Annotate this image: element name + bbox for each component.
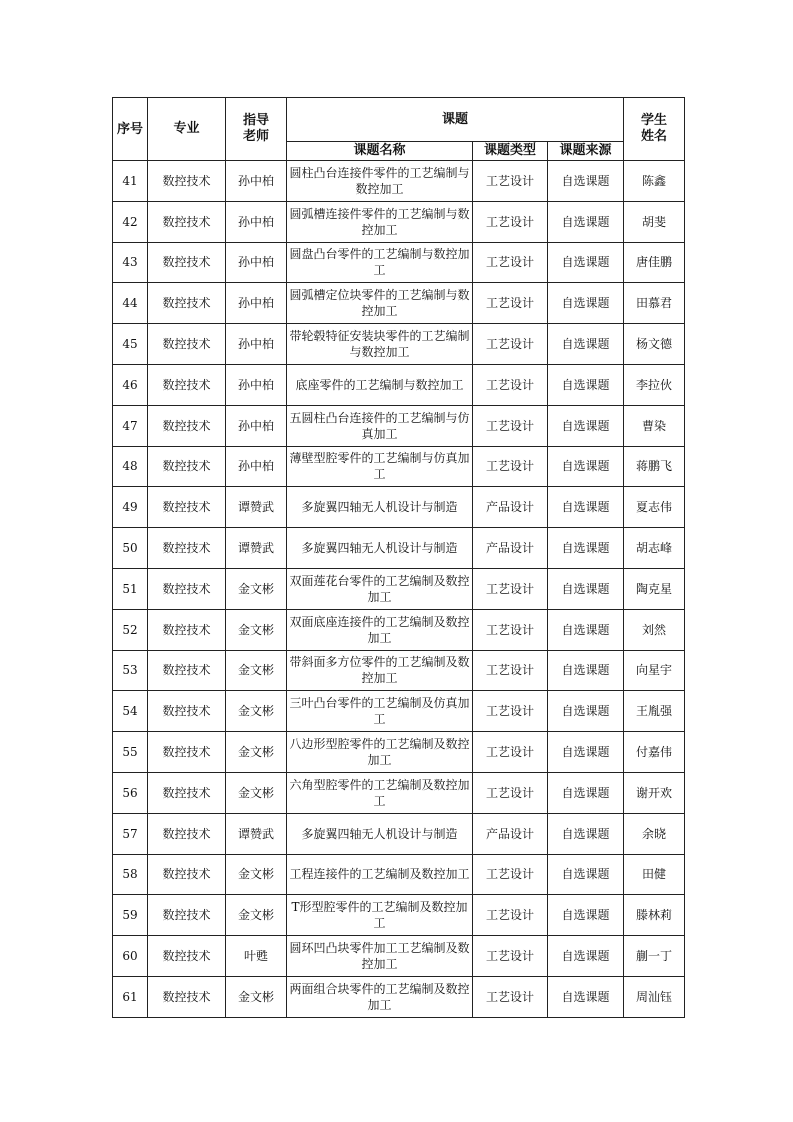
row-title: 八边形型腔零件的工艺编制及数控加工 bbox=[287, 732, 473, 773]
row-major: 数控技术 bbox=[148, 324, 226, 365]
header-topic-source: 课题来源 bbox=[548, 142, 624, 161]
row-source: 自选课题 bbox=[548, 324, 624, 365]
row-student: 蒋鹏飞 bbox=[624, 446, 685, 487]
row-student: 向星宇 bbox=[624, 650, 685, 691]
header-topic-type: 课题类型 bbox=[473, 142, 548, 161]
row-title: 薄壁型腔零件的工艺编制与仿真加工 bbox=[287, 446, 473, 487]
row-student: 夏志伟 bbox=[624, 487, 685, 528]
row-title: 双面底座连接件的工艺编制及数控加工 bbox=[287, 609, 473, 650]
row-title: 三叶凸台零件的工艺编制及仿真加工 bbox=[287, 691, 473, 732]
row-source: 自选课题 bbox=[548, 405, 624, 446]
row-major: 数控技术 bbox=[148, 976, 226, 1017]
row-title: 带轮毂特征安装块零件的工艺编制与数控加工 bbox=[287, 324, 473, 365]
header-topic: 课题 bbox=[287, 98, 624, 142]
row-student: 周汕钰 bbox=[624, 976, 685, 1017]
row-type: 产品设计 bbox=[473, 487, 548, 528]
row-major: 数控技术 bbox=[148, 609, 226, 650]
row-type: 工艺设计 bbox=[473, 242, 548, 283]
row-type: 工艺设计 bbox=[473, 772, 548, 813]
row-number: 49 bbox=[113, 487, 148, 528]
row-title: 圆盘凸台零件的工艺编制与数控加工 bbox=[287, 242, 473, 283]
row-type: 工艺设计 bbox=[473, 568, 548, 609]
row-title: 双面莲花台零件的工艺编制及数控加工 bbox=[287, 568, 473, 609]
row-source: 自选课题 bbox=[548, 487, 624, 528]
row-major: 数控技术 bbox=[148, 446, 226, 487]
row-source: 自选课题 bbox=[548, 201, 624, 242]
row-student: 田慕君 bbox=[624, 283, 685, 324]
row-source: 自选课题 bbox=[548, 242, 624, 283]
row-advisor: 谭赞武 bbox=[226, 528, 287, 569]
row-title: 圆环凹凸块零件加工工艺编制及数控加工 bbox=[287, 936, 473, 977]
row-number: 48 bbox=[113, 446, 148, 487]
row-number: 60 bbox=[113, 936, 148, 977]
row-number: 51 bbox=[113, 568, 148, 609]
row-advisor: 金文彬 bbox=[226, 772, 287, 813]
row-advisor: 金文彬 bbox=[226, 732, 287, 773]
row-major: 数控技术 bbox=[148, 732, 226, 773]
row-student: 胡斐 bbox=[624, 201, 685, 242]
row-student: 李拉伙 bbox=[624, 364, 685, 405]
header-student: 学生姓名 bbox=[624, 98, 685, 161]
table-row bbox=[113, 201, 685, 242]
row-number: 46 bbox=[113, 364, 148, 405]
row-number: 41 bbox=[113, 161, 148, 202]
row-type: 工艺设计 bbox=[473, 691, 548, 732]
row-type: 工艺设计 bbox=[473, 936, 548, 977]
row-type: 工艺设计 bbox=[473, 732, 548, 773]
row-source: 自选课题 bbox=[548, 976, 624, 1017]
row-major: 数控技术 bbox=[148, 201, 226, 242]
row-title: 圆弧槽连接件零件的工艺编制与数控加工 bbox=[287, 201, 473, 242]
row-source: 自选课题 bbox=[548, 609, 624, 650]
row-number: 55 bbox=[113, 732, 148, 773]
row-number: 54 bbox=[113, 691, 148, 732]
table-row bbox=[113, 242, 685, 283]
row-type: 工艺设计 bbox=[473, 201, 548, 242]
table-row bbox=[113, 609, 685, 650]
table-row bbox=[113, 324, 685, 365]
row-student: 胡志峰 bbox=[624, 528, 685, 569]
row-major: 数控技术 bbox=[148, 487, 226, 528]
row-student: 曹染 bbox=[624, 405, 685, 446]
row-source: 自选课题 bbox=[548, 691, 624, 732]
row-title: 六角型腔零件的工艺编制及数控加工 bbox=[287, 772, 473, 813]
row-student: 余晓 bbox=[624, 813, 685, 854]
table-row bbox=[113, 976, 685, 1017]
header-advisor: 指导老师 bbox=[226, 98, 287, 161]
row-major: 数控技术 bbox=[148, 691, 226, 732]
table-row bbox=[113, 895, 685, 936]
table-row bbox=[113, 446, 685, 487]
row-source: 自选课题 bbox=[548, 446, 624, 487]
table-row bbox=[113, 568, 685, 609]
row-major: 数控技术 bbox=[148, 772, 226, 813]
row-student: 田健 bbox=[624, 854, 685, 895]
row-source: 自选课题 bbox=[548, 813, 624, 854]
row-student: 付嘉伟 bbox=[624, 732, 685, 773]
row-major: 数控技术 bbox=[148, 161, 226, 202]
row-major: 数控技术 bbox=[148, 242, 226, 283]
row-source: 自选课题 bbox=[548, 283, 624, 324]
row-major: 数控技术 bbox=[148, 813, 226, 854]
row-number: 47 bbox=[113, 405, 148, 446]
row-type: 工艺设计 bbox=[473, 976, 548, 1017]
row-advisor: 金文彬 bbox=[226, 854, 287, 895]
row-advisor: 孙中柏 bbox=[226, 446, 287, 487]
table-row bbox=[113, 528, 685, 569]
table-row bbox=[113, 936, 685, 977]
row-title: 底座零件的工艺编制与数控加工 bbox=[287, 364, 473, 405]
row-number: 53 bbox=[113, 650, 148, 691]
header-major: 专业 bbox=[148, 98, 226, 161]
row-major: 数控技术 bbox=[148, 854, 226, 895]
row-source: 自选课题 bbox=[548, 161, 624, 202]
row-number: 50 bbox=[113, 528, 148, 569]
row-type: 产品设计 bbox=[473, 813, 548, 854]
row-number: 57 bbox=[113, 813, 148, 854]
row-type: 工艺设计 bbox=[473, 364, 548, 405]
row-type: 工艺设计 bbox=[473, 650, 548, 691]
row-type: 工艺设计 bbox=[473, 854, 548, 895]
row-student: 刘然 bbox=[624, 609, 685, 650]
row-title: 多旋翼四轴无人机设计与制造 bbox=[287, 813, 473, 854]
row-advisor: 金文彬 bbox=[226, 650, 287, 691]
row-student: 蒯一丁 bbox=[624, 936, 685, 977]
row-type: 工艺设计 bbox=[473, 609, 548, 650]
header-seq: 序号 bbox=[113, 98, 148, 161]
row-source: 自选课题 bbox=[548, 732, 624, 773]
row-type: 产品设计 bbox=[473, 528, 548, 569]
row-number: 61 bbox=[113, 976, 148, 1017]
row-advisor: 孙中柏 bbox=[226, 324, 287, 365]
row-number: 43 bbox=[113, 242, 148, 283]
row-number: 56 bbox=[113, 772, 148, 813]
row-advisor: 孙中柏 bbox=[226, 161, 287, 202]
row-title: 多旋翼四轴无人机设计与制造 bbox=[287, 487, 473, 528]
row-student: 谢开欢 bbox=[624, 772, 685, 813]
row-advisor: 金文彬 bbox=[226, 609, 287, 650]
row-major: 数控技术 bbox=[148, 568, 226, 609]
table-row bbox=[113, 283, 685, 324]
row-source: 自选课题 bbox=[548, 364, 624, 405]
table-row bbox=[113, 772, 685, 813]
row-title: 两面组合块零件的工艺编制及数控加工 bbox=[287, 976, 473, 1017]
row-advisor: 金文彬 bbox=[226, 691, 287, 732]
row-student: 陈鑫 bbox=[624, 161, 685, 202]
row-source: 自选课题 bbox=[548, 568, 624, 609]
row-number: 59 bbox=[113, 895, 148, 936]
row-title: 圆弧槽定位块零件的工艺编制与数控加工 bbox=[287, 283, 473, 324]
row-student: 唐佳鹏 bbox=[624, 242, 685, 283]
row-title: 五圆柱凸台连接件的工艺编制与仿真加工 bbox=[287, 405, 473, 446]
row-major: 数控技术 bbox=[148, 650, 226, 691]
row-source: 自选课题 bbox=[548, 936, 624, 977]
row-student: 滕林莉 bbox=[624, 895, 685, 936]
row-source: 自选课题 bbox=[548, 772, 624, 813]
row-title: 工程连接件的工艺编制及数控加工 bbox=[287, 854, 473, 895]
row-major: 数控技术 bbox=[148, 936, 226, 977]
row-source: 自选课题 bbox=[548, 854, 624, 895]
row-type: 工艺设计 bbox=[473, 405, 548, 446]
row-type: 工艺设计 bbox=[473, 161, 548, 202]
table-row bbox=[113, 161, 685, 202]
row-type: 工艺设计 bbox=[473, 283, 548, 324]
row-major: 数控技术 bbox=[148, 283, 226, 324]
row-source: 自选课题 bbox=[548, 895, 624, 936]
table-row bbox=[113, 650, 685, 691]
row-student: 王胤强 bbox=[624, 691, 685, 732]
table-row bbox=[113, 364, 685, 405]
row-student: 陶克星 bbox=[624, 568, 685, 609]
row-advisor: 孙中柏 bbox=[226, 364, 287, 405]
row-number: 44 bbox=[113, 283, 148, 324]
table-row bbox=[113, 813, 685, 854]
header-topic-name: 课题名称 bbox=[287, 142, 473, 161]
row-title: 圆柱凸台连接件零件的工艺编制与数控加工 bbox=[287, 161, 473, 202]
row-title: 带斜面多方位零件的工艺编制及数控加工 bbox=[287, 650, 473, 691]
row-number: 58 bbox=[113, 854, 148, 895]
row-advisor: 孙中柏 bbox=[226, 201, 287, 242]
row-type: 工艺设计 bbox=[473, 446, 548, 487]
row-advisor: 叶甦 bbox=[226, 936, 287, 977]
table-row bbox=[113, 732, 685, 773]
topics-table bbox=[112, 97, 685, 1018]
table-row bbox=[113, 691, 685, 732]
table-row bbox=[113, 487, 685, 528]
row-advisor: 谭赞武 bbox=[226, 813, 287, 854]
row-advisor: 金文彬 bbox=[226, 895, 287, 936]
table-row bbox=[113, 405, 685, 446]
row-advisor: 孙中柏 bbox=[226, 405, 287, 446]
row-advisor: 金文彬 bbox=[226, 568, 287, 609]
row-number: 42 bbox=[113, 201, 148, 242]
row-major: 数控技术 bbox=[148, 895, 226, 936]
row-major: 数控技术 bbox=[148, 405, 226, 446]
row-advisor: 谭赞武 bbox=[226, 487, 287, 528]
row-source: 自选课题 bbox=[548, 528, 624, 569]
row-source: 自选课题 bbox=[548, 650, 624, 691]
row-number: 45 bbox=[113, 324, 148, 365]
row-title: 多旋翼四轴无人机设计与制造 bbox=[287, 528, 473, 569]
row-title: T形型腔零件的工艺编制及数控加工 bbox=[287, 895, 473, 936]
row-major: 数控技术 bbox=[148, 528, 226, 569]
table-row bbox=[113, 854, 685, 895]
row-advisor: 孙中柏 bbox=[226, 242, 287, 283]
row-advisor: 金文彬 bbox=[226, 976, 287, 1017]
row-type: 工艺设计 bbox=[473, 895, 548, 936]
row-student: 杨文德 bbox=[624, 324, 685, 365]
row-major: 数控技术 bbox=[148, 364, 226, 405]
row-type: 工艺设计 bbox=[473, 324, 548, 365]
row-number: 52 bbox=[113, 609, 148, 650]
row-advisor: 孙中柏 bbox=[226, 283, 287, 324]
